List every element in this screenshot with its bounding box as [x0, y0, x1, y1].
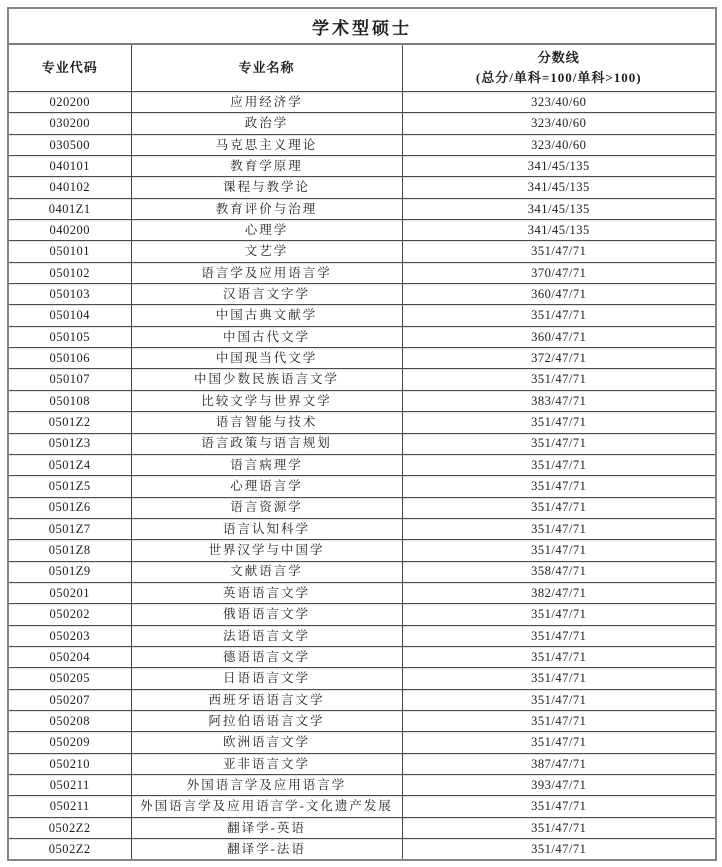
cell-score-line: 323/40/60: [402, 92, 716, 113]
table-row: [8, 113, 716, 134]
table-row: [8, 518, 716, 539]
cell-major-code: 050106: [8, 348, 131, 369]
cell-major-code: 050209: [8, 732, 131, 753]
cell-major-name: 汉语言文字学: [131, 284, 402, 305]
cell-score-line: 351/47/71: [402, 732, 716, 753]
cell-major-name: 语言学及应用语言学: [131, 262, 402, 283]
cell-major-name: 翻译学-法语: [131, 839, 402, 861]
cell-major-name: 外国语言学及应用语言学-文化遗产发展: [131, 796, 402, 817]
cell-major-name: 亚非语言文学: [131, 753, 402, 774]
cell-major-code: 0501Z9: [8, 561, 131, 582]
cell-major-code: 0501Z5: [8, 476, 131, 497]
table-row: [8, 92, 716, 113]
table-row: [8, 262, 716, 283]
table-row: [8, 390, 716, 411]
cell-major-name: 政治学: [131, 113, 402, 134]
cell-score-line: 351/47/71: [402, 241, 716, 262]
cell-major-name: 中国古典文献学: [131, 305, 402, 326]
cell-score-line: 323/40/60: [402, 113, 716, 134]
cell-major-code: 050205: [8, 668, 131, 689]
cell-major-code: 020200: [8, 92, 131, 113]
cell-score-line: 393/47/71: [402, 775, 716, 796]
cell-major-name: 课程与教学论: [131, 177, 402, 198]
cell-score-line: 351/47/71: [402, 646, 716, 667]
cell-major-code: 0501Z7: [8, 518, 131, 539]
cell-major-code: 050108: [8, 390, 131, 411]
cell-major-name: 阿拉伯语语言文学: [131, 710, 402, 731]
table-row: [8, 604, 716, 625]
table-row: [8, 497, 716, 518]
cell-major-name: 世界汉学与中国学: [131, 540, 402, 561]
score-table: [7, 7, 717, 861]
table-title-row: [8, 8, 716, 44]
cell-score-line: 360/47/71: [402, 326, 716, 347]
cell-major-name: 语言资源学: [131, 497, 402, 518]
table-row: [8, 412, 716, 433]
table-row: [8, 177, 716, 198]
cell-score-line: 370/47/71: [402, 262, 716, 283]
cell-major-code: 0401Z1: [8, 198, 131, 219]
cell-major-code: 0502Z2: [8, 817, 131, 838]
table-row: [8, 476, 716, 497]
cell-major-name: 英语语言文学: [131, 582, 402, 603]
cell-score-line: 351/47/71: [402, 668, 716, 689]
header-score-line-title: 分数线: [537, 49, 580, 65]
table-row: [8, 689, 716, 710]
cell-major-code: 050105: [8, 326, 131, 347]
cell-major-code: 050103: [8, 284, 131, 305]
cell-score-line: 351/47/71: [402, 540, 716, 561]
cell-major-code: 0501Z2: [8, 412, 131, 433]
cell-score-line: 360/47/71: [402, 284, 716, 305]
table-row: [8, 582, 716, 603]
table-row: [8, 817, 716, 838]
table-row: [8, 220, 716, 241]
cell-major-name: 中国现当代文学: [131, 348, 402, 369]
table-row: [8, 284, 716, 305]
cell-major-name: 语言认知科学: [131, 518, 402, 539]
cell-major-code: 050211: [8, 796, 131, 817]
cell-major-name: 文艺学: [131, 241, 402, 262]
cell-major-code: 0501Z4: [8, 454, 131, 475]
cell-major-name: 马克思主义理论: [131, 134, 402, 155]
cell-major-name: 心理语言学: [131, 476, 402, 497]
cell-major-code: 050201: [8, 582, 131, 603]
cell-score-line: 341/45/135: [402, 177, 716, 198]
cell-major-code: 0501Z6: [8, 497, 131, 518]
cell-major-name: 比较文学与世界文学: [131, 390, 402, 411]
cell-major-code: 050211: [8, 775, 131, 796]
cell-score-line: 351/47/71: [402, 497, 716, 518]
table-row: [8, 753, 716, 774]
table-row: [8, 732, 716, 753]
cell-major-name: 中国少数民族语言文学: [131, 369, 402, 390]
cell-score-line: 351/47/71: [402, 454, 716, 475]
cell-major-code: 050210: [8, 753, 131, 774]
cell-score-line: 351/47/71: [402, 604, 716, 625]
cell-score-line: 351/47/71: [402, 518, 716, 539]
cell-score-line: 341/45/135: [402, 156, 716, 177]
cell-score-line: 382/47/71: [402, 582, 716, 603]
cell-score-line: 351/47/71: [402, 369, 716, 390]
cell-major-name: 语言政策与语言规划: [131, 433, 402, 454]
cell-major-name: 语言智能与技术: [131, 412, 402, 433]
cell-major-code: 050104: [8, 305, 131, 326]
header-major-code: 专业代码: [8, 44, 131, 92]
cell-score-line: 351/47/71: [402, 839, 716, 861]
cell-score-line: 387/47/71: [402, 753, 716, 774]
cell-score-line: 351/47/71: [402, 433, 716, 454]
cell-score-line: 351/47/71: [402, 305, 716, 326]
cell-major-name: 教育评价与治理: [131, 198, 402, 219]
cell-major-name: 欧洲语言文学: [131, 732, 402, 753]
table-row: [8, 775, 716, 796]
header-major-name: 专业名称: [131, 44, 402, 92]
cell-major-name: 日语语言文学: [131, 668, 402, 689]
cell-score-line: 351/47/71: [402, 710, 716, 731]
cell-major-code: 0501Z3: [8, 433, 131, 454]
cell-score-line: 383/47/71: [402, 390, 716, 411]
table-title: 学术型硕士: [8, 8, 716, 44]
cell-score-line: 372/47/71: [402, 348, 716, 369]
table-row: [8, 839, 716, 861]
table-row: [8, 625, 716, 646]
cell-major-name: 语言病理学: [131, 454, 402, 475]
cell-major-name: 俄语语言文学: [131, 604, 402, 625]
cell-major-code: 050207: [8, 689, 131, 710]
cell-major-code: 050107: [8, 369, 131, 390]
table-row: [8, 134, 716, 155]
table-row: [8, 241, 716, 262]
cell-score-line: 351/47/71: [402, 796, 716, 817]
cell-major-code: 050204: [8, 646, 131, 667]
cell-score-line: 351/47/71: [402, 689, 716, 710]
table-row: [8, 561, 716, 582]
header-score-line: [402, 44, 716, 92]
cell-score-line: 358/47/71: [402, 561, 716, 582]
table-row: [8, 326, 716, 347]
table-header-row: [8, 44, 716, 92]
cell-major-code: 050102: [8, 262, 131, 283]
table-row: [8, 454, 716, 475]
table-row: [8, 433, 716, 454]
cell-major-code: 040102: [8, 177, 131, 198]
cell-score-line: 351/47/71: [402, 817, 716, 838]
table-row: [8, 710, 716, 731]
table-row: [8, 668, 716, 689]
cell-major-name: 文献语言学: [131, 561, 402, 582]
cell-major-code: 050101: [8, 241, 131, 262]
table-row: [8, 156, 716, 177]
table-row: [8, 369, 716, 390]
cell-score-line: 323/40/60: [402, 134, 716, 155]
cell-major-code: 0501Z8: [8, 540, 131, 561]
table-row: [8, 348, 716, 369]
cell-major-name: 法语语言文学: [131, 625, 402, 646]
cell-major-code: 030500: [8, 134, 131, 155]
table-row: [8, 540, 716, 561]
cell-major-code: 050203: [8, 625, 131, 646]
cell-major-name: 西班牙语语言文学: [131, 689, 402, 710]
cell-major-name: 中国古代文学: [131, 326, 402, 347]
header-score-line-subtitle: (总分/单科=100/单科>100): [475, 70, 642, 85]
cell-major-name: 心理学: [131, 220, 402, 241]
cell-major-code: 050208: [8, 710, 131, 731]
cell-major-name: 外国语言学及应用语言学: [131, 775, 402, 796]
cell-major-name: 翻译学-英语: [131, 817, 402, 838]
cell-score-line: 341/45/135: [402, 198, 716, 219]
table-body: [8, 92, 716, 861]
table-row: [8, 198, 716, 219]
table-row: [8, 796, 716, 817]
cell-major-code: 050202: [8, 604, 131, 625]
table-row: [8, 646, 716, 667]
cell-score-line: 341/45/135: [402, 220, 716, 241]
table-row: [8, 305, 716, 326]
cell-score-line: 351/47/71: [402, 625, 716, 646]
cell-major-code: 030200: [8, 113, 131, 134]
cell-major-name: 教育学原理: [131, 156, 402, 177]
cell-major-code: 0502Z2: [8, 839, 131, 861]
cell-major-name: 德语语言文学: [131, 646, 402, 667]
cell-major-code: 040200: [8, 220, 131, 241]
cell-major-code: 040101: [8, 156, 131, 177]
cell-score-line: 351/47/71: [402, 476, 716, 497]
cell-score-line: 351/47/71: [402, 412, 716, 433]
cell-major-name: 应用经济学: [131, 92, 402, 113]
